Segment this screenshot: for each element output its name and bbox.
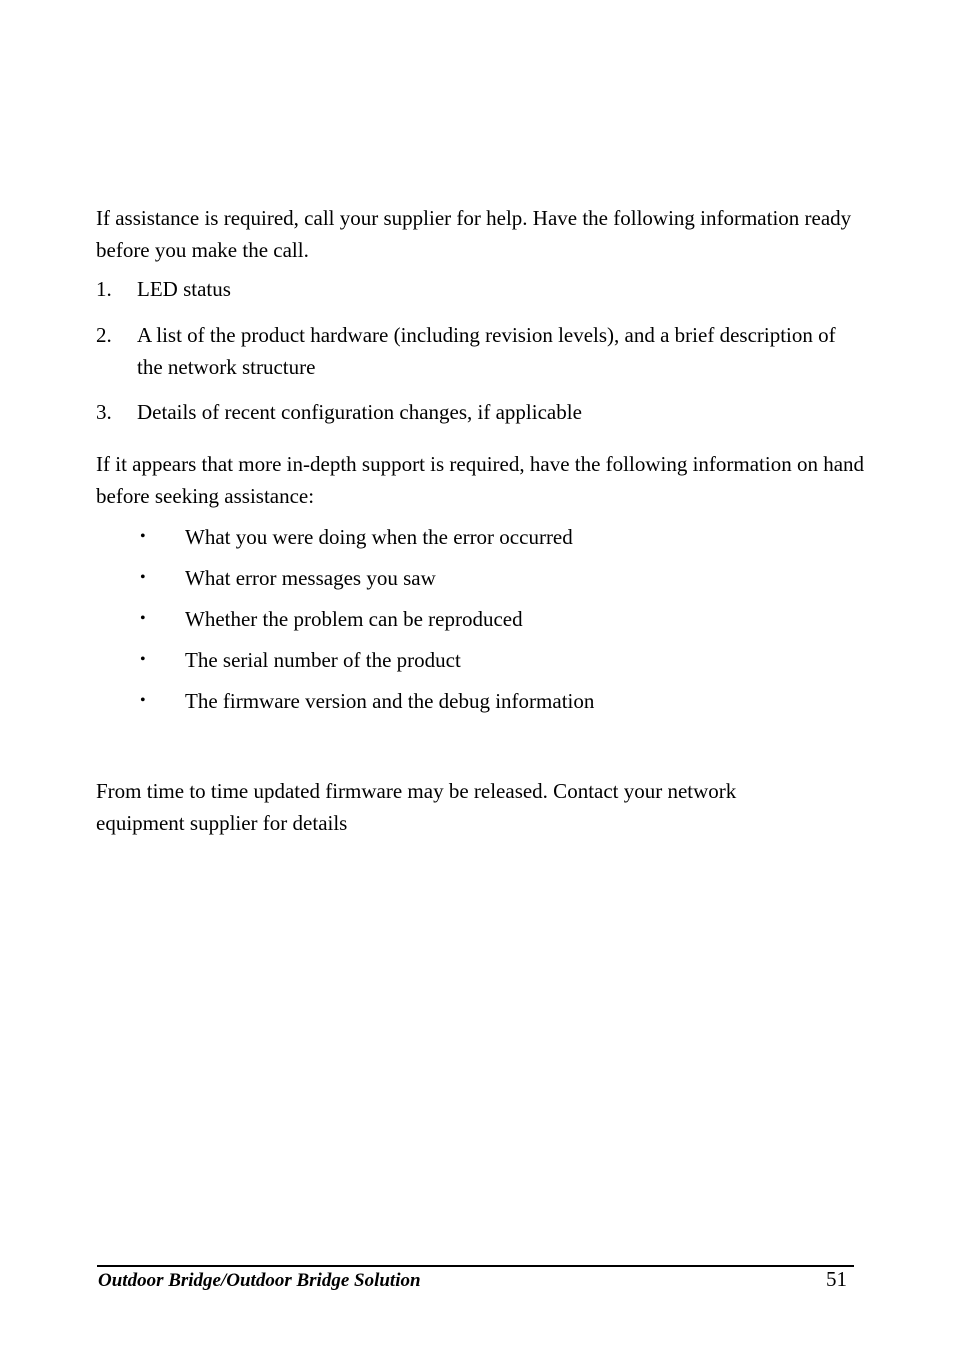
- bullet-icon: •: [140, 610, 146, 627]
- numbered-list-item: [96, 396, 866, 428]
- intro-paragraph: If assistance is required, call your supplier for help. Have the following information ready before you make the call.: [96, 206, 852, 262]
- list-item-text: A list of the product hardware (including revision levels), and a brief description of the network structure: [137, 323, 836, 379]
- list-number: 1.: [96, 277, 112, 301]
- bullet-item-text: The serial number of the product: [185, 648, 461, 672]
- bullet-list-item: [140, 521, 840, 553]
- footer-title: Outdoor Bridge/Outdoor Bridge Solution: [98, 1270, 421, 1291]
- bullet-item-text: What error messages you saw: [185, 566, 436, 590]
- bullet-icon: •: [140, 528, 146, 545]
- list-number: 2.: [96, 323, 112, 347]
- bullet-icon: •: [140, 692, 146, 709]
- numbered-list-item: [96, 273, 866, 305]
- bullet-item-text: The firmware version and the debug information: [185, 689, 595, 713]
- list-item-text: Details of recent configuration changes, if applicable: [137, 400, 582, 424]
- bullet-list-item: [140, 685, 840, 717]
- bullet-icon: •: [140, 651, 146, 668]
- page-number: 51: [826, 1267, 847, 1291]
- list-number: 3.: [96, 400, 112, 424]
- bullet-list-item: [140, 562, 840, 594]
- bullet-list-item: [140, 644, 840, 676]
- bullet-icon: •: [140, 569, 146, 586]
- firmware-paragraph: From time to time updated firmware may be released. Contact your network equipment supplier for details: [96, 779, 737, 835]
- numbered-list-item: [96, 319, 866, 383]
- in-depth-paragraph: If it appears that more in-depth support is required, have the following information on hand before seeking assistance:: [96, 452, 865, 508]
- bullet-item-text: Whether the problem can be reproduced: [185, 607, 523, 631]
- list-item-text: LED status: [137, 277, 231, 301]
- bullet-item-text: What you were doing when the error occurred: [185, 525, 573, 549]
- bullet-list-item: [140, 603, 840, 635]
